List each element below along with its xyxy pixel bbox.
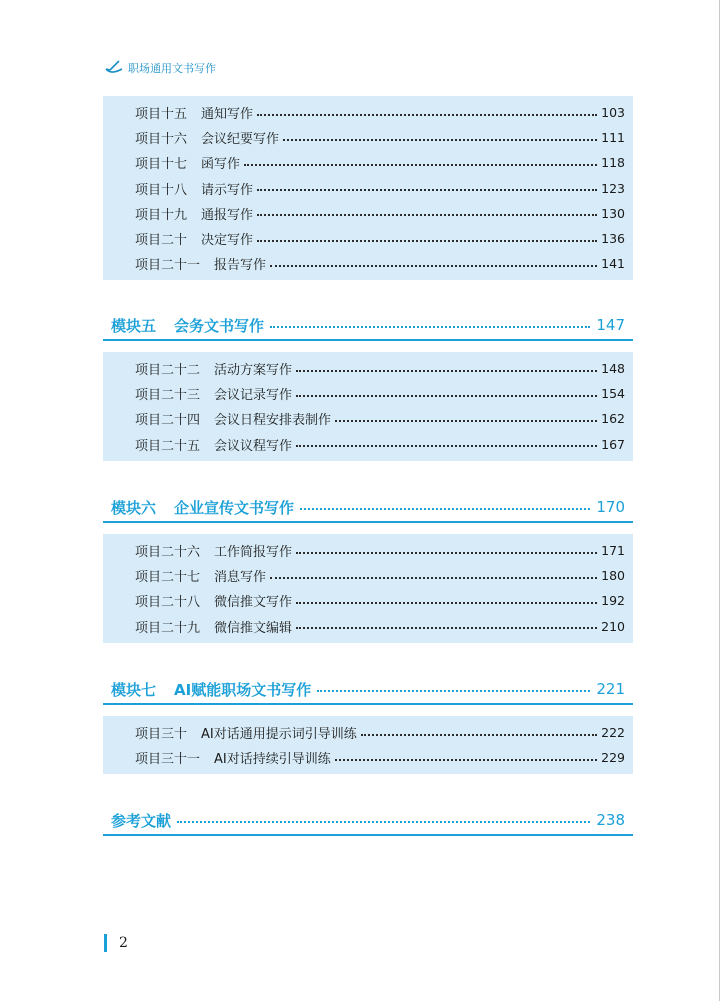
toc-item[interactable]	[103, 720, 633, 745]
references-heading[interactable]	[103, 806, 633, 836]
dot-leader	[177, 821, 590, 823]
item-page: 154	[601, 386, 625, 402]
dot-leader	[283, 139, 597, 141]
dot-leader	[335, 759, 597, 761]
toc-item[interactable]	[103, 125, 633, 150]
dot-leader	[296, 395, 597, 397]
dot-leader	[257, 240, 597, 242]
item-number: 项目十七	[135, 157, 188, 173]
item-number: 项目十五	[135, 107, 188, 123]
dot-leader	[317, 690, 590, 692]
toc-item[interactable]	[103, 251, 633, 276]
page-edge	[719, 0, 720, 1001]
item-title: 会议纪要写作	[201, 132, 280, 148]
toc-item[interactable]	[103, 614, 633, 639]
module-title: 企业宣传文书写作	[174, 498, 295, 517]
item-number: 项目二十六	[135, 545, 201, 561]
item-page: 162	[601, 411, 625, 427]
dot-leader	[257, 189, 597, 191]
module-title: AI赋能职场文书写作	[174, 680, 312, 699]
module-page: 221	[596, 680, 625, 698]
item-number: 项目二十二	[135, 363, 201, 379]
dot-leader	[296, 602, 597, 604]
item-page: 192	[601, 593, 625, 609]
item-title: 工作简报写作	[214, 545, 293, 561]
item-page: 210	[601, 618, 625, 634]
item-number: 项目十八	[135, 182, 188, 198]
item-title: 会议日程安排表制作	[214, 413, 332, 429]
module-page: 170	[596, 498, 625, 516]
module-title: 会务文书写作	[174, 316, 265, 335]
footer-accent-bar	[104, 934, 107, 952]
item-title: AI对话通用提示词引导训练	[201, 727, 357, 743]
module-number: 模块五	[111, 316, 157, 335]
item-page: 136	[601, 231, 625, 247]
toc-item[interactable]	[103, 150, 633, 175]
dot-leader	[244, 164, 597, 166]
item-number: 项目三十	[135, 727, 188, 743]
item-page: 180	[601, 568, 625, 584]
item-page: 148	[601, 361, 625, 377]
item-page: 123	[601, 180, 625, 196]
toc-item[interactable]	[103, 538, 633, 563]
toc-item[interactable]	[103, 356, 633, 381]
item-number: 项目二十四	[135, 413, 201, 429]
references-title: 参考文献	[111, 811, 172, 830]
toc-block-1	[103, 96, 633, 280]
dot-leader	[270, 326, 590, 328]
running-header	[104, 60, 216, 76]
module-number: 模块六	[111, 498, 157, 517]
item-number: 项目二十五	[135, 438, 201, 454]
book-pen-logo-icon	[104, 60, 124, 76]
item-title: 活动方案写作	[214, 363, 293, 379]
item-title: 请示写作	[201, 182, 254, 198]
item-title: 消息写作	[214, 570, 267, 586]
toc-block-2	[103, 352, 633, 461]
dot-leader	[361, 734, 597, 736]
item-title: 决定写作	[201, 233, 254, 249]
item-title: 微信推文编辑	[214, 620, 293, 636]
toc-item[interactable]	[103, 588, 633, 613]
item-number: 项目二十一	[135, 258, 201, 274]
dot-leader	[300, 508, 590, 510]
dot-leader	[296, 552, 597, 554]
item-page: 130	[601, 205, 625, 221]
item-number: 项目二十七	[135, 570, 201, 586]
item-page: 229	[601, 750, 625, 766]
item-title: 会议记录写作	[214, 388, 293, 404]
dot-leader	[257, 214, 597, 216]
module-number: 模块七	[111, 680, 157, 699]
toc-item[interactable]	[103, 226, 633, 251]
toc-item[interactable]	[103, 381, 633, 406]
module-heading[interactable]	[103, 675, 633, 705]
item-page: 141	[601, 256, 625, 272]
item-page: 118	[601, 155, 625, 171]
dot-leader	[296, 370, 597, 372]
dot-leader	[257, 114, 597, 116]
toc-item[interactable]	[103, 201, 633, 226]
dot-leader	[270, 577, 597, 579]
item-title: 通报写作	[201, 207, 254, 223]
toc-item[interactable]	[103, 563, 633, 588]
toc-item[interactable]	[103, 406, 633, 431]
item-title: AI对话持续引导训练	[214, 752, 331, 768]
item-page: 103	[601, 105, 625, 121]
item-page: 171	[601, 543, 625, 559]
item-page: 167	[601, 436, 625, 452]
references-page: 238	[596, 811, 625, 829]
toc-item[interactable]	[103, 100, 633, 125]
toc-item[interactable]	[103, 432, 633, 457]
dot-leader	[335, 420, 597, 422]
item-title: 会议议程写作	[214, 438, 293, 454]
item-title: 通知写作	[201, 107, 254, 123]
item-number: 项目二十三	[135, 388, 201, 404]
dot-leader	[296, 445, 597, 447]
module-heading[interactable]	[103, 493, 633, 523]
item-number: 项目二十	[135, 233, 188, 249]
item-number: 项目二十九	[135, 620, 201, 636]
item-title: 微信推文写作	[214, 595, 293, 611]
dot-leader	[296, 627, 597, 629]
page-footer	[104, 934, 128, 952]
toc-block-4	[103, 716, 633, 774]
toc-item[interactable]	[103, 745, 633, 770]
module-heading[interactable]	[103, 311, 633, 341]
dot-leader	[270, 265, 597, 267]
header-title: 职场通用文书写作	[128, 62, 216, 75]
item-number: 项目二十八	[135, 595, 201, 611]
item-number: 项目三十一	[135, 752, 201, 768]
page-number: 2	[119, 935, 128, 951]
toc-block-3	[103, 534, 633, 643]
item-title: 函写作	[201, 157, 241, 173]
module-page: 147	[596, 316, 625, 334]
item-page: 222	[601, 725, 625, 741]
item-title: 报告写作	[214, 258, 267, 274]
item-number: 项目十六	[135, 132, 188, 148]
item-number: 项目十九	[135, 207, 188, 223]
item-page: 111	[601, 130, 625, 146]
toc-item[interactable]	[103, 176, 633, 201]
